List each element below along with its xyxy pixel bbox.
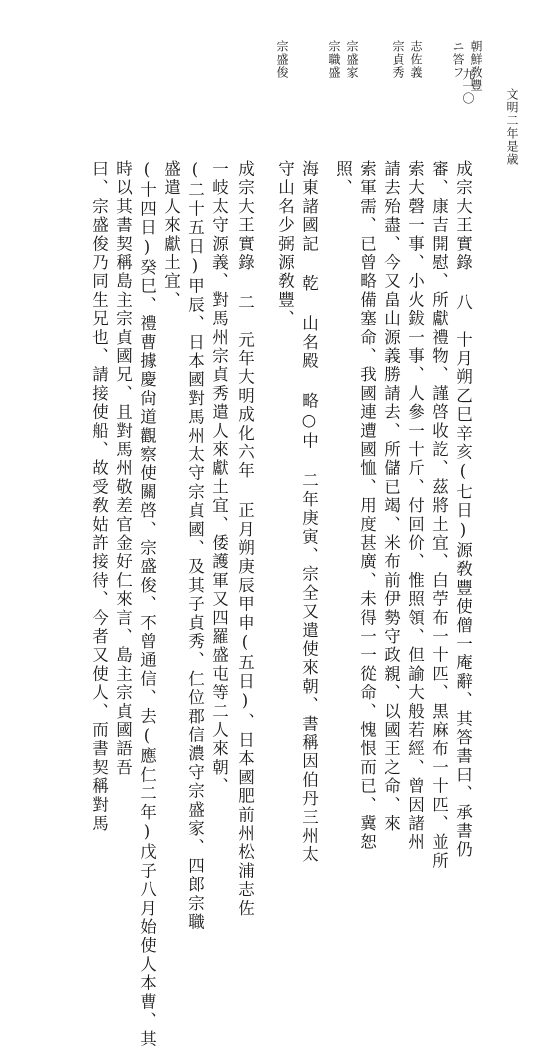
text-column: 時以其書契稱島主宗貞國兄、且對馬州敬差官金好仁來言、島主宗貞國語吾	[113, 160, 133, 778]
chapter-title: 文明二年是歳	[505, 88, 519, 166]
header-note: 宗盛俊	[275, 40, 289, 79]
text-column: 海東諸國記 乾 山名殿 略○中 二年庚寅、宗全又遣使來朝、書稱因伯丹三州太	[299, 160, 319, 865]
text-column: 盛遣人來獻土宜、	[161, 160, 181, 310]
text-column: 索軍需、已曾略備塞命、我國連遭國恤、用度甚廣、未得一一從命、愧恨而已、冀恕	[357, 160, 377, 852]
text-column: 審、康吉開慰、所獻禮物、謹啓收訖、茲將土宜、白苧布一十匹、黒麻布一十匹、並所	[429, 160, 449, 871]
text-column: 成宗大王實錄 八 十月朔乙巳辛亥(七日)源敎豐使僧一庵辭、其答書曰、承書仍	[453, 160, 473, 860]
text-column: 照、	[333, 160, 353, 198]
header-note: 志佐義	[409, 40, 423, 79]
header-note: 朝鮮敎豐	[469, 40, 483, 92]
text-column: 守山名少弼源敎豐、	[275, 160, 295, 329]
page-number: 九一〇	[461, 68, 475, 104]
header-note: 宗貞秀	[391, 40, 405, 79]
text-column: (二十五日)甲辰、日本國對馬州太守宗貞國、及其子貞秀、仁位郡信濃守宗盛家、四郎宗職	[185, 160, 205, 932]
header-note: ニ答フ	[451, 40, 465, 79]
header-note: 宗職盛	[327, 40, 341, 79]
header-note: 宗盛家	[345, 40, 359, 79]
text-column: 一岐太守源義、對馬州宗貞秀遣人來獻土宜、倭護軍又四羅盛屯等二人來朝、	[209, 160, 229, 796]
text-column: 曰、宗盛俊乃同生兄也、請接使船、故受敎姑許接待、今者又使人、而書契稱對馬	[89, 160, 109, 834]
text-column: 索大磬一事、小火鈸一事、人參一十斤、付回价、惟照領、但諭大般若經、曾因諸州	[405, 160, 425, 852]
text-column: 成宗大王實錄 二 元年大明成化六年 正月朔庚辰甲申(五日)、日本國肥前州松浦志佐	[235, 160, 255, 918]
text-column: (十四日)癸巳、禮曹據慶尙道觀察使關啓、宗盛俊、不曾通信、去(應仁二年)戊子八月始使人本曹、其	[137, 160, 157, 1049]
text-column: 請去殆盡、今又畠山源義勝請去、所儲已竭、米布前伊勢守政親、以國王之命、來	[381, 160, 401, 834]
